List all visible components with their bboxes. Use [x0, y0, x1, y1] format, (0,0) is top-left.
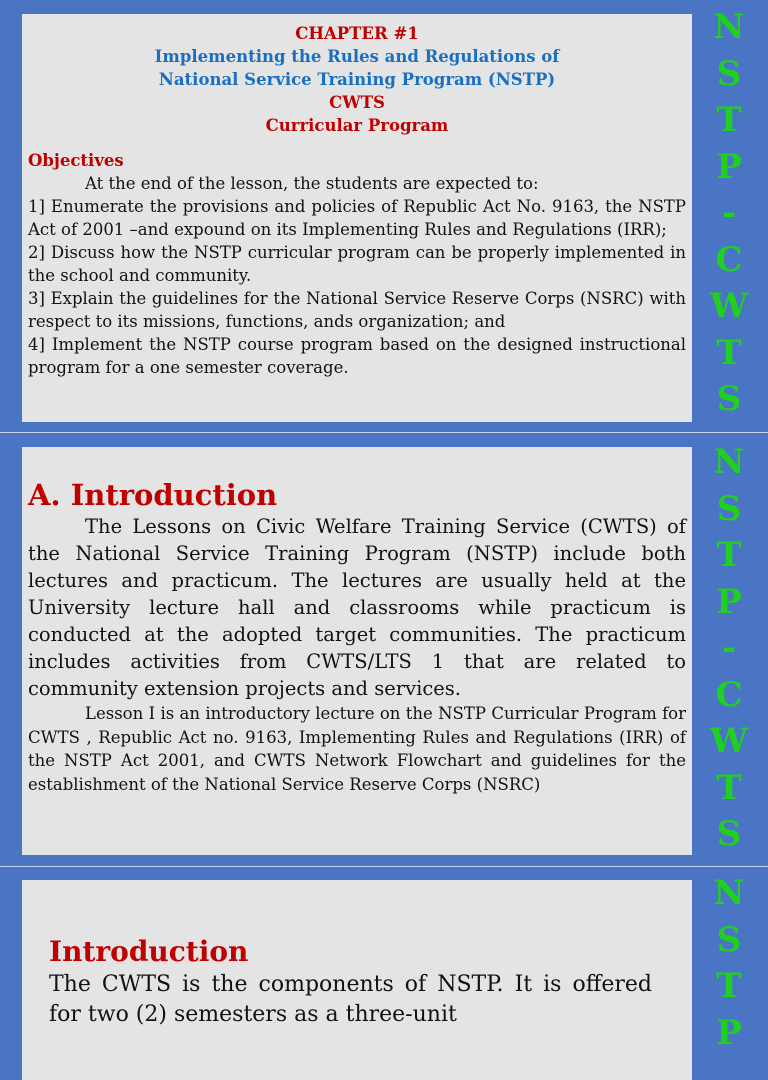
objective-item: 2] Discuss how the NSTP curricular program can be properly implemented in the school and community.	[28, 243, 686, 285]
slide-objectives	[0, 0, 768, 432]
side-letter: W	[709, 721, 749, 761]
side-letter: T	[716, 767, 742, 808]
side-vertical-label	[698, 4, 760, 423]
side-letter: T	[716, 332, 742, 373]
side-letter: S	[716, 488, 742, 529]
chapter-heading: CHAPTER #1	[295, 24, 419, 43]
side-letter: S	[716, 814, 742, 854]
side-letter: P	[716, 146, 742, 187]
side-letter: S	[716, 53, 742, 94]
slide-introduction-2	[0, 867, 768, 1053]
side-letter: P	[716, 1012, 742, 1053]
chapter-title-line-2: National Service Training Program (NSTP)	[158, 70, 556, 89]
side-letter: N	[713, 873, 745, 913]
lesson-paragraph: Lesson I is an introductory lecture on the NSTP Curricular Program for CWTS , Republic Act no. 9163, Implementing Rules and Regulations (IRR) of the NSTP Act 2001, and CWTS Network Flowchart and guidelines for the establishment of the National Service Reserve Corps (NSRC)	[28, 704, 686, 794]
side-letter: C	[715, 239, 743, 280]
side-letter: C	[715, 674, 743, 715]
side-letter: N	[713, 442, 745, 482]
content-panel	[22, 14, 692, 422]
cwts-heading: CWTS	[329, 93, 385, 112]
side-vertical-label	[698, 870, 760, 1056]
content-panel	[22, 447, 692, 855]
objective-item: 4] Implement the NSTP course program based on the designed instructional program for a one semester coverage.	[28, 335, 686, 377]
content-panel	[22, 880, 692, 1080]
objectives-label: Objectives	[28, 151, 124, 170]
objective-item: 1] Enumerate the provisions and policies of Republic Act No. 9163, the NSTP Act of 2001 –and expound on its Implementing Rules and Regulations (IRR);	[28, 197, 686, 239]
side-letter: P	[716, 581, 742, 622]
side-letter: N	[713, 7, 745, 47]
section-title: A. Introduction	[28, 478, 278, 512]
side-letter: S	[716, 379, 742, 419]
slide-introduction	[0, 433, 768, 866]
side-letter: T	[716, 535, 742, 575]
side-vertical-label	[698, 439, 760, 858]
intro-paragraph: The CWTS is the components of NSTP. It is offered for two (2) semesters as a three-unit	[49, 972, 652, 1027]
curricular-heading: Curricular Program	[265, 116, 449, 135]
side-letter: T	[716, 100, 742, 140]
side-letter: -	[721, 193, 737, 233]
chapter-title-line-1: Implementing the Rules and Regulations of	[154, 47, 560, 66]
intro-paragraph: The Lessons on Civic Welfare Training Service (CWTS) of the National Service Training Program (NSTP) include both lectures and practicum. The lectures are usually held at the University lecture hall and classrooms while practicum is conducted at the adopted target communities. The practicum includes activities from CWTS/LTS 1 that are related to community extension projects and services.	[28, 515, 686, 700]
objectives-intro: At the end of the lesson, the students are expected to:	[85, 174, 539, 193]
objective-item: 3] Explain the guidelines for the National Service Reserve Corps (NSRC) with respect to its missions, functions, ands organization; and	[28, 289, 686, 331]
side-letter: -	[721, 628, 737, 668]
side-letter: S	[716, 919, 742, 960]
side-letter: T	[716, 966, 742, 1006]
section-title: Introduction	[49, 935, 249, 968]
side-letter: W	[709, 286, 749, 326]
